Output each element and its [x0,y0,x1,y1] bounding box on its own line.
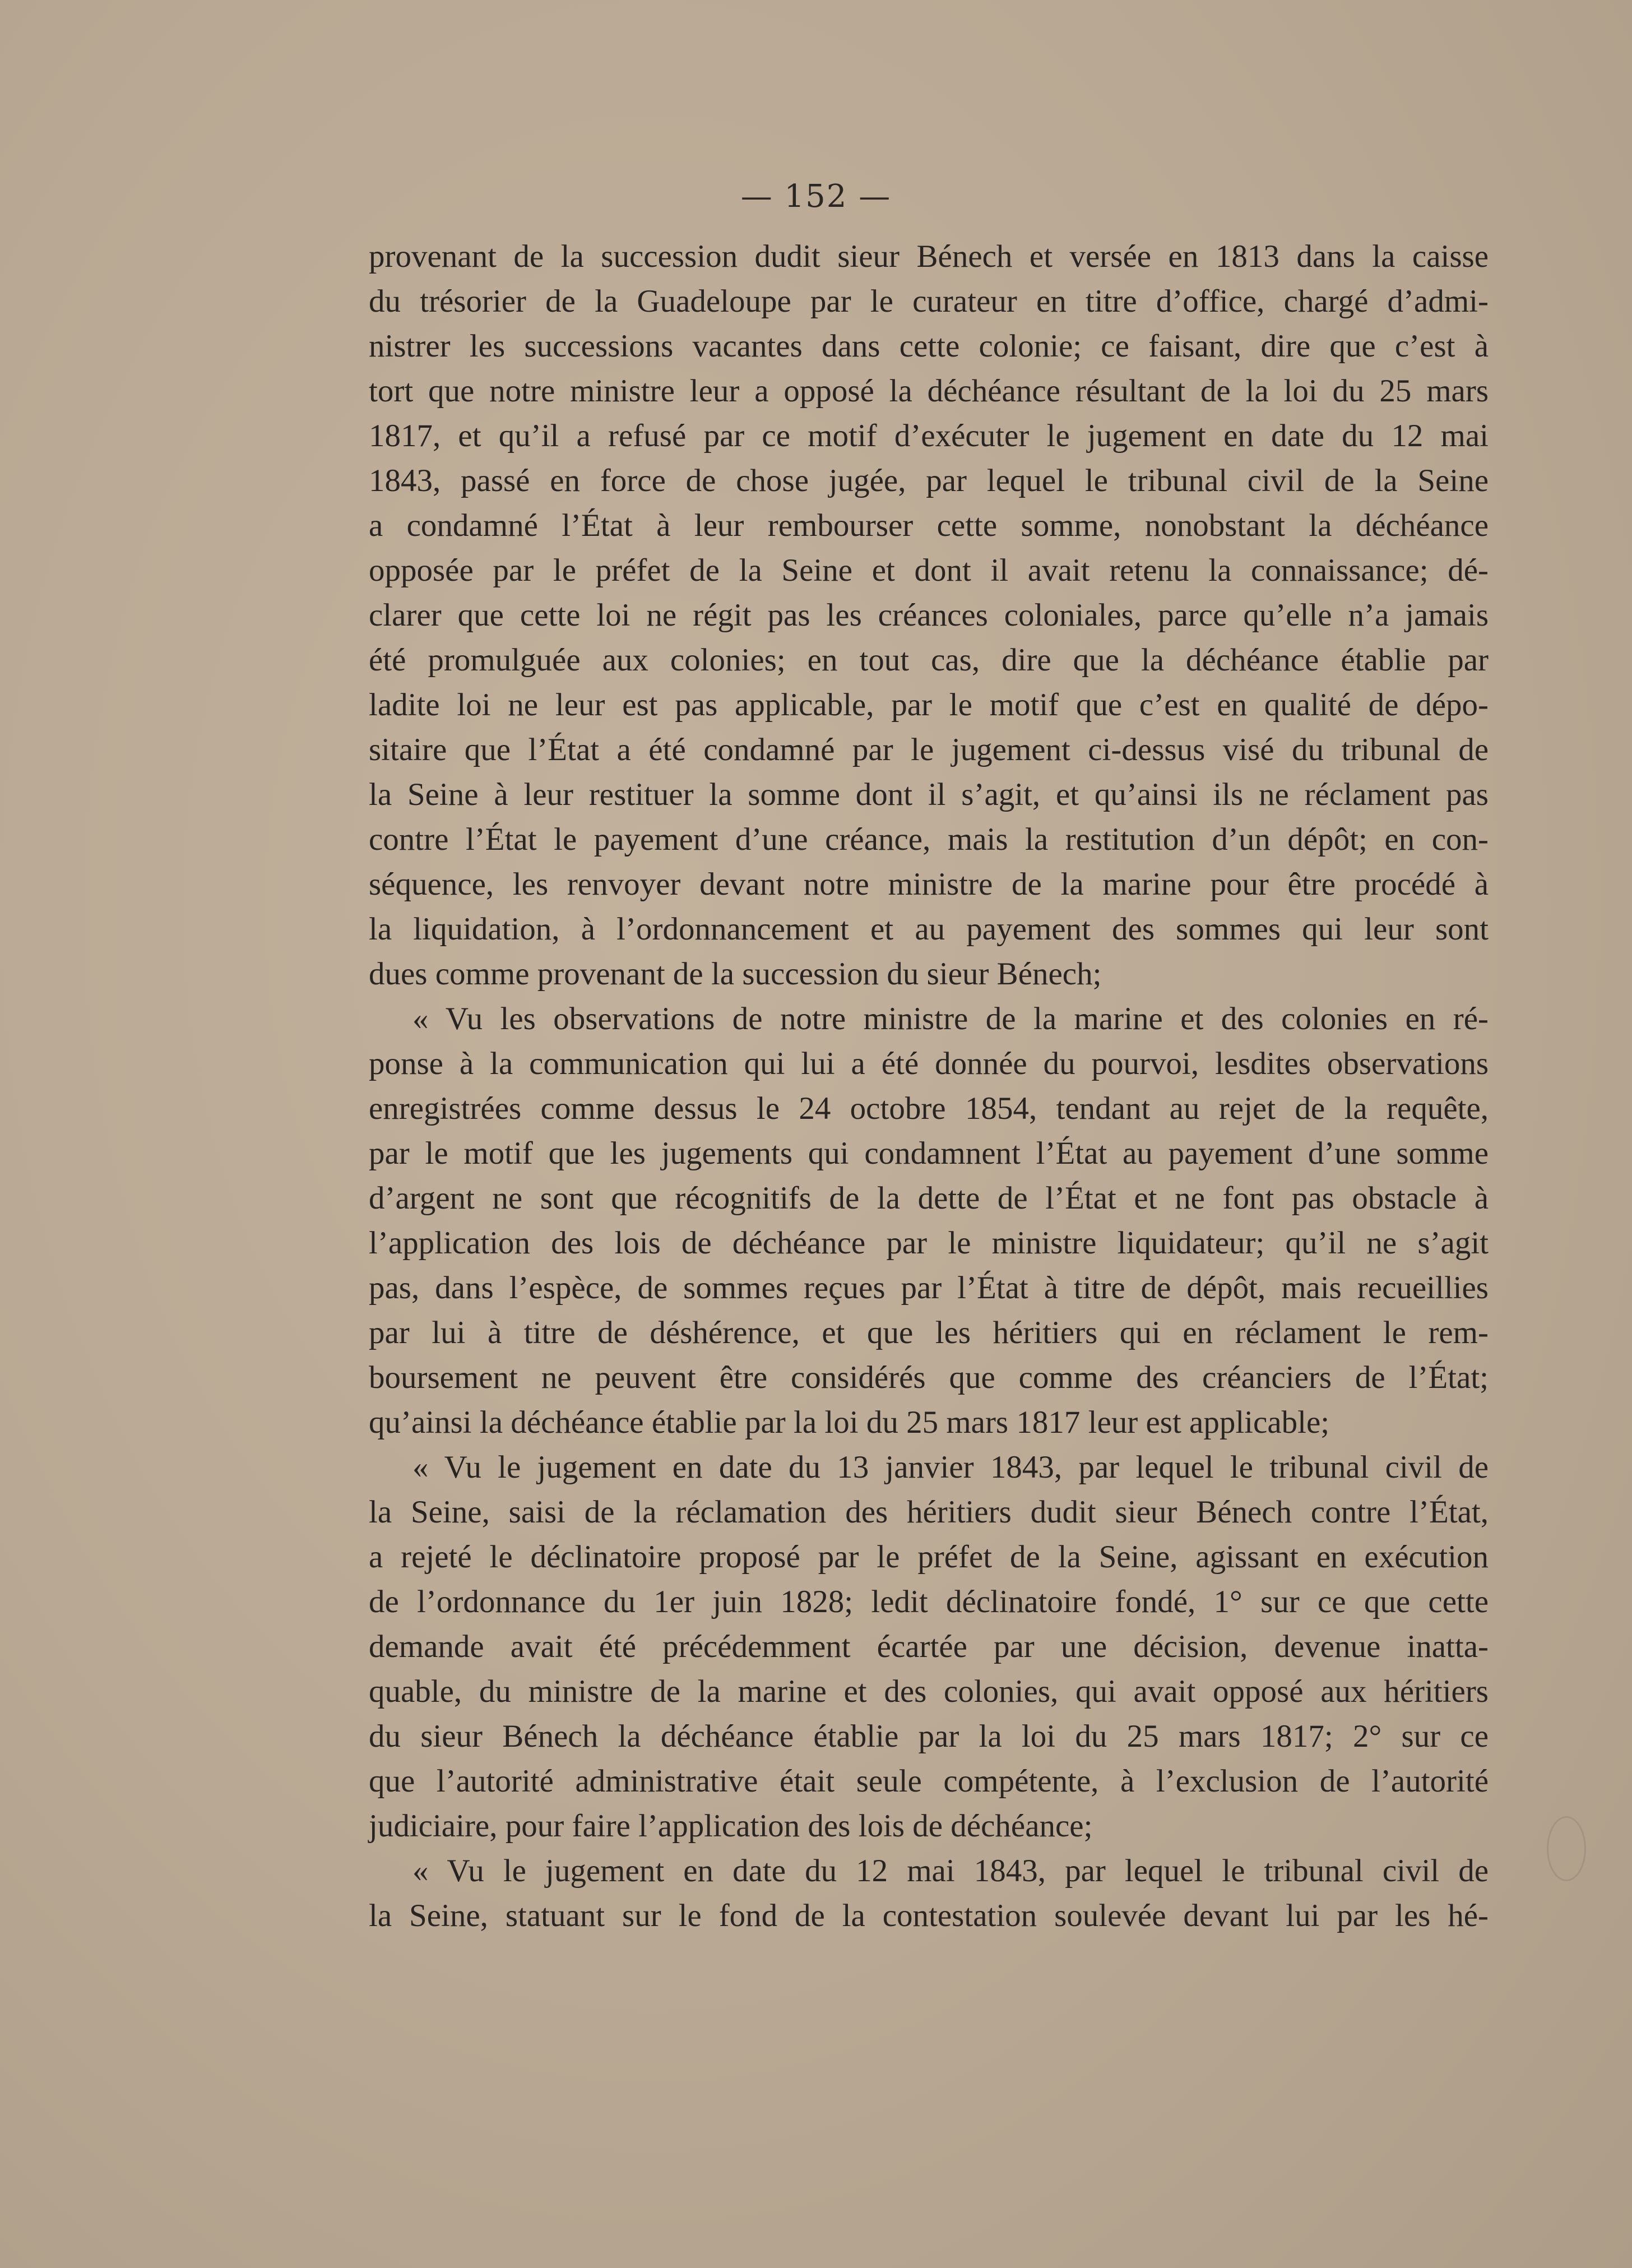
text-line: 1817, et qu’il a refusé par ce motif d’exécuter le jugement en date du 12 mai [369,418,1489,453]
text-line: qu’ainsi la déchéance établie par la loi du 25 mars 1817 leur est applicable; [369,1405,1330,1440]
text-line: opposée par le préfet de la Seine et dont il avait retenu la connaissance; dé- [369,553,1489,588]
text-line: que l’autorité administrative était seule compétente, à l’exclusion de l’autorité [369,1764,1489,1799]
text-line: du trésorier de la Guadeloupe par le curateur en titre d’office, chargé d’admi- [369,284,1489,319]
text-line: pas, dans l’espèce, de sommes reçues par l’État à titre de dépôt, mais recueillies [369,1270,1489,1306]
text-line: ladite loi ne leur est pas applicable, par le motif que c’est en qualité de dépo- [369,687,1489,723]
text-line: tort que notre ministre leur a opposé la déchéance résultant de la loi du 25 mars [369,373,1489,409]
text-line: la Seine, saisi de la réclamation des héritiers dudit sieur Bénech contre l’État, [369,1494,1489,1530]
text-line: « Vu le jugement en date du 13 janvier 1843, par lequel le tribunal civil de [412,1450,1489,1485]
text-line: la Seine, statuant sur le fond de la contestation soulevée devant lui par les hé- [369,1898,1489,1933]
text-line: contre l’État le payement d’une créance, mais la restitution d’un dépôt; en con- [369,822,1489,857]
body-text [369,234,1489,1938]
text-line: du sieur Bénech la déchéance établie par la loi du 25 mars 1817; 2° sur ce [369,1719,1489,1754]
text-line: séquence, les renvoyer devant notre ministre de la marine pour être procédé à [369,867,1489,902]
text-line: par lui à titre de déshérence, et que les héritiers qui en réclament le rem- [369,1315,1489,1350]
text-line: la liquidation, à l’ordonnancement et au payement des sommes qui leur sont [369,911,1489,947]
text-line: été promulguée aux colonies; en tout cas, dire que la déchéance établie par [369,642,1489,678]
text-line: a condamné l’État à leur rembourser cette somme, nonobstant la déchéance [369,508,1489,543]
text-line: de l’ordonnance du 1er juin 1828; ledit déclinatoire fondé, 1° sur ce que cette [369,1584,1489,1619]
text-line: quable, du ministre de la marine et des colonies, qui avait opposé aux héritiers [369,1674,1489,1709]
text-line: judiciaire, pour faire l’application des lois de déchéance; [369,1808,1093,1844]
text-line: « Vu le jugement en date du 12 mai 1843, par lequel le tribunal civil de [412,1853,1489,1889]
text-line: dues comme provenant de la succession du sieur Bénech; [369,956,1102,992]
text-line: provenant de la succession dudit sieur Bénech et versée en 1813 dans la caisse [369,239,1489,274]
text-line: l’application des lois de déchéance par le ministre liquidateur; qu’il ne s’agit [369,1225,1489,1261]
paper-stain [1547,1816,1586,1881]
page-number: — 152 — [740,178,892,215]
text-line: par le motif que les jugements qui condamnent l’État au payement d’une somme [369,1136,1489,1171]
text-line: sitaire que l’État a été condamné par le jugement ci-dessus visé du tribunal de [369,732,1489,767]
text-line: enregistrées comme dessus le 24 octobre 1854, tendant au rejet de la requête, [369,1091,1489,1126]
text-line: la Seine à leur restituer la somme dont il s’agit, et qu’ainsi ils ne réclament pas [369,777,1489,812]
text-line: demande avait été précédemment écartée par une décision, devenue inatta- [369,1629,1489,1664]
text-line: ponse à la communication qui lui a été donnée du pourvoi, lesdites observations [369,1046,1489,1081]
text-line: nistrer les successions vacantes dans cette colonie; ce faisant, dire que c’est à [369,328,1489,364]
text-line: 1843, passé en force de chose jugée, par lequel le tribunal civil de la Seine [369,463,1489,498]
text-line: « Vu les observations de notre ministre de la marine et des colonies en ré- [412,1001,1489,1036]
text-line: clarer que cette loi ne régit pas les créances coloniales, parce qu’elle n’a jamais [369,598,1489,633]
text-line: boursement ne peuvent être considérés que comme des créanciers de l’État; [369,1360,1489,1395]
text-line: d’argent ne sont que récognitifs de la dette de l’État et ne font pas obstacle à [369,1181,1489,1216]
text-line: a rejeté le déclinatoire proposé par le préfet de la Seine, agissant en exécution [369,1539,1489,1575]
